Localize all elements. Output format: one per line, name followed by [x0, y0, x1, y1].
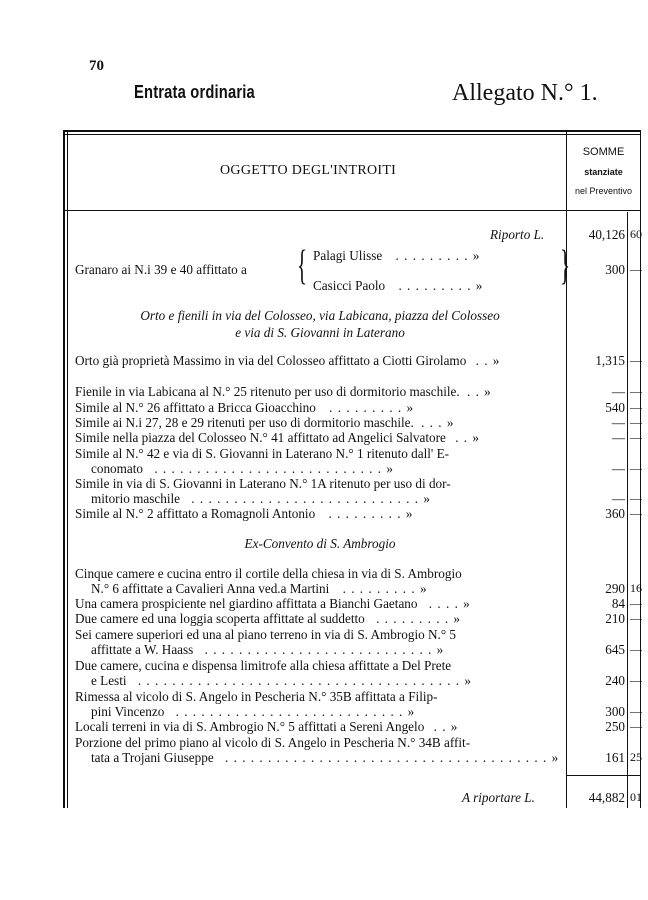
table-cell-amount: 300: [605, 704, 625, 719]
header-bottom-rule: [63, 210, 641, 211]
table-row-label: Rimessa al vicolo di S. Angelo in Pescheria N.° 35B affittata a Filip-: [75, 689, 438, 704]
table-row-label: Locali terreni in via di S. Ambrogio N.° 5 affittati a Sereni Angelo . . »: [75, 719, 459, 734]
page-number: 70: [89, 58, 104, 74]
table-row-label: Simile al N.° 42 e via di S. Giovanni in Laterano N.° 1 ritenuto dall' E-: [75, 446, 450, 461]
table-cell-amount: 540: [605, 400, 625, 415]
table-cell-amount: —: [611, 491, 625, 506]
table-cell-amount: —: [611, 461, 625, 476]
carried-forward-label: Riporto L.: [490, 227, 545, 242]
table-row-label-cont: mitorio maschile . . . . . . . . . . . . . . . . . . . . . . . . . . . »: [91, 491, 431, 506]
table-row-label-cont: conomato . . . . . . . . . . . . . . . . . . . . . . . . . . . »: [91, 461, 394, 476]
table-cell-cents: —: [630, 611, 642, 625]
table-row-label: Due camere, cucina e dispensa limitrofe alla chiesa affittate a Del Prete: [75, 658, 452, 673]
table-cell-cents: —: [630, 719, 642, 733]
table-cell-cents: —: [630, 430, 642, 444]
table-cell-amount: 40,126: [588, 227, 625, 242]
table-cell-cents: 16: [630, 581, 642, 595]
table-row-label: Fienile in via Labicana al N.° 25 ritenuto per uso di dormitorio maschile. . . »: [75, 384, 492, 399]
table-cell-amount: —: [611, 415, 625, 430]
table-row-label: Simile ai N.i 27, 28 e 29 ritenuti per uso di dormitorio maschile. . . . »: [75, 415, 455, 430]
sum-header-line2: stanziate: [584, 167, 623, 177]
section-heading: e via di S. Giovanni in Laterano: [235, 325, 405, 340]
total-rule: [567, 775, 640, 776]
appendix-label: Allegato N.° 1.: [452, 80, 598, 106]
table-cell-cents: —: [630, 384, 642, 398]
table-row-label: Simile al N.° 2 affittato a Romagnoli Antonio . . . . . . . . . »: [75, 506, 414, 521]
table-row-label: Una camera prospiciente nel giardino affittata a Bianchi Gaetano . . . . »: [75, 596, 471, 611]
table-cell-amount: —: [611, 384, 625, 399]
table-cell-amount: 250: [605, 719, 625, 734]
table-cell-amount: 290: [605, 581, 625, 596]
section-title: Entrata ordinaria: [134, 82, 255, 102]
table-cell-cents: —: [630, 491, 642, 505]
table-cell-cents: —: [630, 642, 642, 656]
table-cell-amount: 1,315: [595, 353, 625, 368]
table-cell-amount: 360: [605, 506, 625, 521]
table-cell-cents: —: [630, 353, 642, 367]
sum-header-line3: nel Preventivo: [574, 186, 633, 196]
right-brace: }: [560, 243, 571, 289]
section-heading: Orto e fienili in via del Colosseo, via Labicana, piazza del Colosseo: [140, 308, 500, 323]
table-row-label-cont: affittate a W. Haass . . . . . . . . . . . . . . . . . . . . . . . . . . . »: [91, 642, 445, 657]
section-heading: Ex-Convento di S. Ambrogio: [244, 536, 396, 551]
table-cell-cents: —: [630, 506, 642, 520]
table-row-label: Simile al N.° 26 affittato a Bricca Gioacchino . . . . . . . . . »: [75, 400, 415, 415]
table-row-label: Porzione del primo piano al vicolo di S. Angelo in Pescheria N.° 34B affit-: [75, 735, 471, 750]
table-cell-total-cents: 01: [630, 790, 642, 804]
table-cell-total-amount: 44,882: [588, 790, 625, 805]
table-row-label-cont: tata a Trojani Giuseppe . . . . . . . . . . . . . . . . . . . . . . . . . . . . . . . . . . . . . . »: [91, 750, 560, 765]
table-cell-cents: —: [630, 704, 642, 718]
table-cell-cents: 60: [630, 227, 642, 241]
table-cell-cents: —: [630, 596, 642, 610]
sum-header-line1: SOMME: [582, 146, 625, 158]
cents-column-rule: [627, 212, 628, 808]
table-left-rule-inner: [67, 130, 68, 808]
table-row-label-cont: pini Vincenzo . . . . . . . . . . . . . . . . . . . . . . . . . . . »: [91, 704, 416, 719]
table-cell-amount: 84: [611, 596, 625, 611]
table-row-label-cont: N.° 6 affittate a Cavalieri Anna ved.a Martini . . . . . . . . . »: [91, 581, 428, 596]
table-cell-amount: 300: [605, 262, 625, 277]
table-cell-cents: —: [630, 415, 642, 429]
table-row-label: Due camere ed una loggia scoperta affittate al suddetto . . . . . . . . . »: [75, 611, 461, 626]
table-row-label: Sei camere superiori ed una al piano terreno in via di S. Ambrogio N.° 5: [75, 627, 457, 642]
table-row-label: Simile nella piazza del Colosseo N.° 41 affittato ad Angelici Salvatore . . »: [75, 430, 480, 445]
table-cell-cents: —: [630, 461, 642, 475]
table-row-label: Cinque camere e cucina entro il cortile della chiesa in via di S. Ambrogio: [75, 566, 462, 581]
table-cell-amount: 161: [605, 750, 625, 765]
table-cell-cents: —: [630, 400, 642, 414]
table-cell-cents: 25: [630, 750, 642, 764]
table-cell-cents: —: [630, 673, 642, 687]
table-cell-amount: 240: [605, 673, 625, 688]
table-row-label: Granaro ai N.i 39 e 40 affittato a: [75, 262, 247, 277]
left-brace: {: [297, 243, 308, 289]
table-cell-amount: 210: [605, 611, 625, 626]
tenant-name: Casicci Paolo . . . . . . . . . »: [313, 278, 484, 293]
table-left-rule: [63, 130, 65, 808]
table-row-label-cont: e Lesti . . . . . . . . . . . . . . . . . . . . . . . . . . . . . . . . . . . . . . »: [91, 673, 472, 688]
table-row-label: Simile in via di S. Giovanni in Laterano N.° 1A ritenuto per uso di dor-: [75, 476, 451, 491]
table-cell-amount: —: [611, 430, 625, 445]
table-row-label: Orto già proprietà Massimo in via del Colosseo affittato a Ciotti Girolamo . . »: [75, 353, 501, 368]
table-cell-amount: 645: [605, 642, 625, 657]
table-top-rule: [63, 130, 641, 132]
table-cell-cents: —: [630, 262, 642, 276]
carry-over-label: A riportare L.: [462, 790, 535, 805]
tenant-name: Palagi Ulisse . . . . . . . . . »: [313, 248, 481, 263]
table-top-rule-inner: [63, 134, 641, 135]
object-column-header: OGGETTO DEGL'INTROITI: [220, 163, 397, 178]
